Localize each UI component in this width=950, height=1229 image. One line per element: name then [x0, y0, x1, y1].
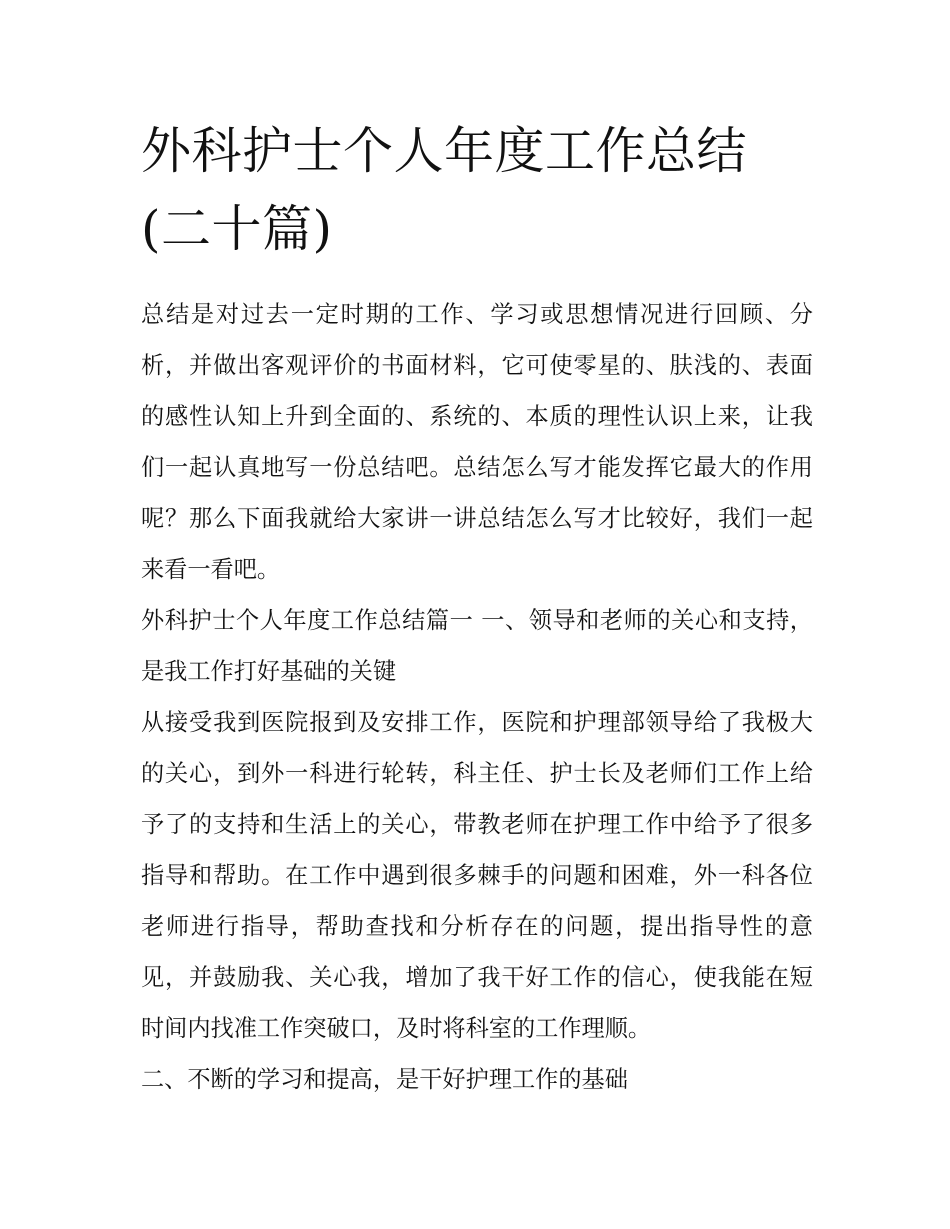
document-page	[141, 112, 813, 1105]
paragraph-intro: 总结是对过去一定时期的工作、学习或思想情况进行回顾、分析，并做出客观评价的书面材料，它可使零星的、肤浅的、表面的感性认知上升到全面的、系统的、本质的理性认识上来，让我们一起认真地写一份总结吧。总结怎么写才能发挥它最大的作用呢？那么下面我就给大家讲一讲总结怎么写才比较好，我们一起来看一看吧。	[141, 301, 813, 583]
document-body	[141, 289, 813, 1105]
paragraph-section-two-heading: 二、不断的学习和提高，是干好护理工作的基础	[141, 1066, 628, 1093]
document-title: 外科护士个人年度工作总结(二十篇)	[141, 122, 747, 258]
paragraph-section-one-heading: 外科护士个人年度工作总结篇一 一、领导和老师的关心和支持，是我工作打好基础的关键	[141, 607, 813, 685]
paragraph-section-one-body: 从接受我到医院报到及安排工作，医院和护理部领导给了我极大的关心，到外一科进行轮转，科主任、护士长及老师们工作上给予了的支持和生活上的关心，带教老师在护理工作中给予了很多指导和帮助。在工作中遇到很多棘手的问题和困难，外一科各位老师进行指导，帮助查找和分析存在的问题，提出指导性的意见，并鼓励我、关心我，增加了我干好工作的信心，使我能在短时间内找准工作突破口，及时将科室的工作理顺。	[141, 709, 813, 1042]
